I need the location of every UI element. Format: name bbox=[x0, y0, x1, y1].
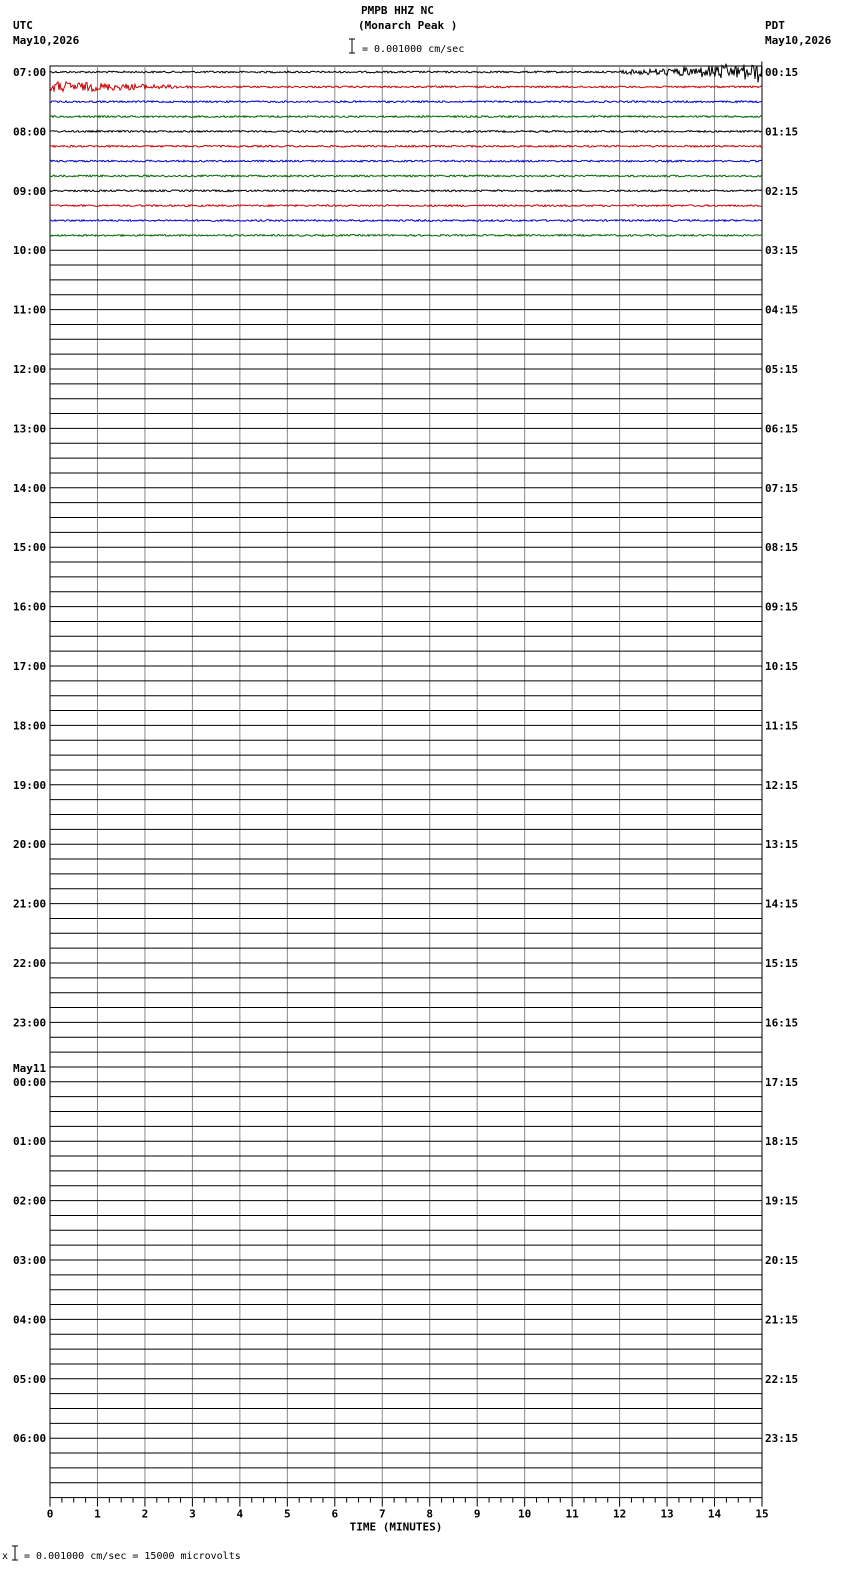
utc-hour-label: 18:00 bbox=[13, 719, 47, 733]
trace-line-row-1 bbox=[50, 82, 762, 92]
right-date: May10,2026 bbox=[765, 34, 832, 47]
pdt-hour-label: 05:15 bbox=[765, 363, 799, 376]
pdt-hour-label: 12:15 bbox=[765, 778, 799, 792]
x-tick-label: 13 bbox=[660, 1507, 674, 1521]
x-axis-label: TIME (MINUTES) bbox=[349, 1520, 443, 1534]
pdt-hour-label: 15:15 bbox=[765, 957, 799, 970]
utc-hour-label: 21:00 bbox=[13, 897, 47, 911]
pdt-hour-label: 02:15 bbox=[765, 184, 799, 198]
plot-frame bbox=[50, 66, 762, 1498]
utc-hour-label: 13:00 bbox=[13, 422, 47, 436]
pdt-hour-label: 13:15 bbox=[765, 838, 799, 852]
x-tick-label: 12 bbox=[612, 1507, 627, 1521]
pdt-hour-label: 16:15 bbox=[765, 1016, 799, 1030]
date-change-label: May11 bbox=[13, 1061, 47, 1075]
trace-line-row-6 bbox=[50, 160, 762, 162]
pdt-hour-label: 07:15 bbox=[765, 481, 799, 495]
trace-line-row-0 bbox=[50, 61, 762, 82]
utc-hour-label: 10:00 bbox=[13, 244, 47, 258]
scale-label: = 0.001000 cm/sec bbox=[362, 44, 465, 55]
utc-hour-label: 03:00 bbox=[13, 1254, 47, 1267]
x-tick-label: 1 bbox=[94, 1507, 101, 1521]
utc-hour-label: 17:00 bbox=[13, 660, 47, 673]
x-tick-label: 15 bbox=[755, 1507, 769, 1521]
pdt-hour-label: 17:15 bbox=[765, 1075, 799, 1089]
utc-hour-label: 15:00 bbox=[13, 541, 47, 555]
pdt-hour-label: 19:15 bbox=[765, 1194, 799, 1208]
pdt-hour-label: 03:15 bbox=[765, 244, 799, 258]
pdt-hour-label: 21:15 bbox=[765, 1313, 799, 1327]
utc-hour-label: 09:00 bbox=[13, 184, 47, 198]
utc-hour-label: 16:00 bbox=[13, 600, 47, 614]
utc-hour-label: 05:00 bbox=[13, 1372, 47, 1386]
x-tick-label: 6 bbox=[331, 1507, 339, 1521]
trace-line-row-4 bbox=[50, 131, 762, 133]
trace-line-row-9 bbox=[50, 205, 762, 207]
utc-hour-label: 20:00 bbox=[13, 838, 47, 852]
pdt-hour-label: 01:15 bbox=[765, 125, 799, 139]
utc-hour-label: 00:00 bbox=[13, 1075, 47, 1089]
x-tick-label: 5 bbox=[284, 1507, 291, 1521]
trace-line-row-2 bbox=[50, 101, 762, 103]
x-tick-label: 10 bbox=[518, 1507, 532, 1521]
pdt-hour-label: 18:15 bbox=[765, 1135, 799, 1149]
footer-scale-label: = 0.001000 cm/sec = 15000 microvolts bbox=[24, 1551, 241, 1562]
station-title: PMPB HHZ NC bbox=[361, 4, 434, 17]
x-tick-label: 7 bbox=[378, 1507, 386, 1521]
trace-line-row-10 bbox=[50, 220, 762, 222]
utc-hour-label: 07:00 bbox=[13, 66, 47, 79]
utc-hour-label: 06:00 bbox=[13, 1432, 47, 1446]
utc-hour-label: 02:00 bbox=[13, 1194, 47, 1208]
x-tick-label: 8 bbox=[426, 1507, 434, 1521]
utc-hour-label: 22:00 bbox=[13, 957, 47, 970]
trace-line-row-11 bbox=[50, 235, 762, 237]
pdt-hour-label: 10:15 bbox=[765, 660, 799, 673]
pdt-hour-label: 20:15 bbox=[765, 1254, 799, 1267]
x-tick-label: 14 bbox=[707, 1507, 722, 1521]
x-tick-label: 9 bbox=[473, 1507, 481, 1521]
utc-hour-label: 23:00 bbox=[13, 1016, 47, 1030]
pdt-hour-label: 08:15 bbox=[765, 541, 799, 555]
utc-hour-label: 01:00 bbox=[13, 1135, 47, 1149]
trace-line-row-3 bbox=[50, 116, 762, 118]
right-timezone: PDT bbox=[765, 19, 785, 32]
x-tick-label: 4 bbox=[236, 1507, 244, 1521]
pdt-hour-label: 23:15 bbox=[765, 1432, 799, 1446]
x-tick-label: 3 bbox=[189, 1507, 196, 1521]
utc-hour-label: 14:00 bbox=[13, 481, 47, 495]
pdt-hour-label: 11:15 bbox=[765, 719, 799, 733]
trace-line-row-8 bbox=[50, 190, 762, 192]
x-tick-label: 2 bbox=[141, 1507, 149, 1521]
left-timezone: UTC bbox=[13, 19, 33, 32]
left-date: May10,2026 bbox=[13, 34, 80, 47]
footer-prefix: x bbox=[2, 1551, 9, 1562]
utc-hour-label: 11:00 bbox=[13, 303, 47, 317]
pdt-hour-label: 06:15 bbox=[765, 422, 799, 436]
pdt-hour-label: 14:15 bbox=[765, 897, 799, 911]
utc-hour-label: 19:00 bbox=[13, 778, 47, 792]
pdt-hour-label: 00:15 bbox=[765, 66, 799, 79]
pdt-hour-label: 09:15 bbox=[765, 600, 799, 614]
trace-line-row-7 bbox=[50, 175, 762, 177]
utc-hour-label: 12:00 bbox=[13, 363, 47, 376]
x-tick-label: 11 bbox=[565, 1507, 579, 1521]
pdt-hour-label: 22:15 bbox=[765, 1372, 799, 1386]
utc-hour-label: 04:00 bbox=[13, 1313, 47, 1327]
x-tick-label: 0 bbox=[46, 1507, 54, 1521]
trace-line-row-5 bbox=[50, 145, 762, 147]
utc-hour-label: 08:00 bbox=[13, 125, 47, 139]
station-location: (Monarch Peak ) bbox=[358, 19, 458, 32]
pdt-hour-label: 04:15 bbox=[765, 303, 799, 317]
